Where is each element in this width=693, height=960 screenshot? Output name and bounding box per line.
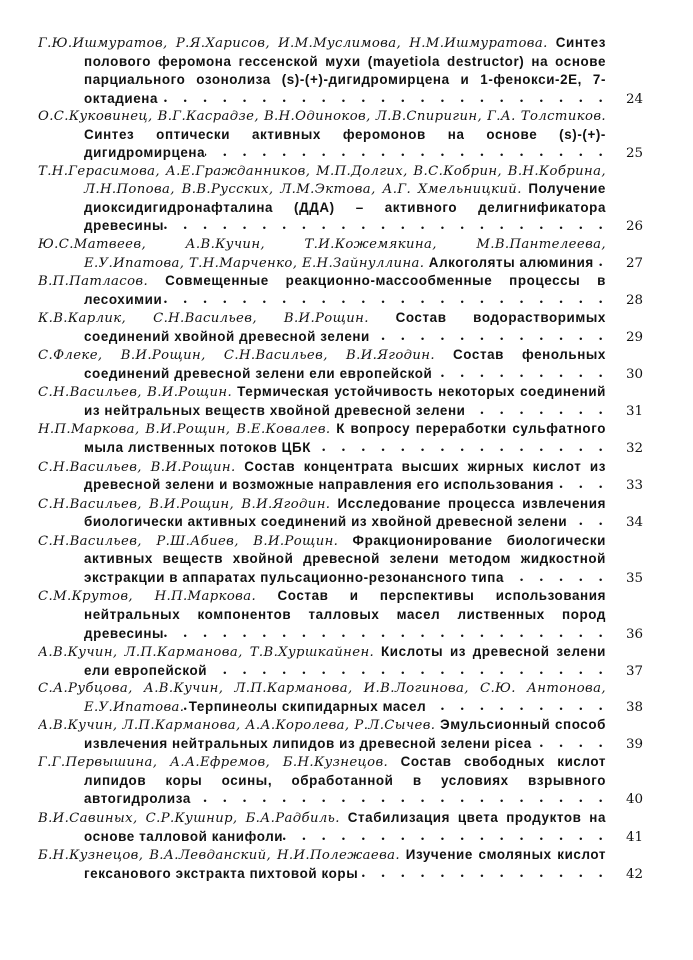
entry-title: Терпинеолы скипидарных масел [188,698,427,714]
entry-title: К вопросу переработки сульфатного мыла лиственных потоков ЦБК [84,421,606,456]
entry-title: Получение диоксидигидронафталина (ДДА) – активного делигнификатора древесины [84,181,606,234]
entry-page-number: 28 [625,292,643,308]
entry-authors: А.В.Кучин, Л.П.Карманова, А.А.Королева, Р.Л.Сычев. [38,718,436,734]
table-of-contents [38,34,653,883]
entry-title: Состав концентрата высших жирных кислот из древесной зелени и возможные направления его использования [84,458,606,493]
entry-page-number: 41 [625,829,643,845]
toc-entry [38,34,653,108]
entry-text [38,272,606,309]
entry-page-number: 26 [625,219,643,235]
toc-entry [38,680,653,716]
entry-page-number: 34 [625,515,643,531]
entry-page-number: 37 [625,663,643,679]
entry-title: Состав и перспективы использования нейтральных компонентов талловых масел лиственных пород древесины [84,588,606,641]
entry-title: Исследование процесса извлечения биологически активных соединений из хвойной древесной зелени [84,495,606,530]
entry-title: Изучение смоляных кислот гексанового экстракта пихтовой коры [84,847,606,881]
entry-title: Синтез полового феромона гессенской мухи (mayetiola destructor) на основе парциального озонолиза (s)-(+)-дигидромирцена и 1-фенокси-2Е, 7-октадиена [84,35,606,106]
entry-text [38,309,606,346]
entry-text [38,680,606,716]
entry-page-number: 30 [625,366,643,382]
toc-entry [38,383,653,420]
entry-title: Синтез оптически активных феромонов на основе (s)-(+)-дигидромирцена [84,126,606,161]
toc-entry [38,846,653,883]
entry-text [38,108,606,163]
entry-title: Эмульсионный способ извлечения нейтральных липидов из древесной зелени picea [84,717,606,751]
toc-entry [38,236,653,272]
toc-entry [38,716,653,753]
toc-entry [38,108,653,163]
entry-authors: С.Н.Васильев, В.И.Рощин. [38,385,233,401]
entry-text [38,34,606,108]
entry-page-number: 33 [625,478,643,494]
entry-page-number: 40 [625,792,643,808]
toc-entry [38,532,653,588]
toc-entry [38,587,653,643]
entry-text [38,716,606,753]
entry-page-number: 36 [625,626,643,642]
entry-authors: А.В.Кучин, Л.П.Карманова, Т.В.Хуршкайнен. [38,645,375,661]
entry-text [38,495,606,532]
entry-text [38,346,606,383]
entry-authors: В.И.Савиных, С.Р.Кушнир, Б.А.Радбиль. [38,810,340,826]
entry-text [38,458,606,495]
entry-authors: Б.Н.Кузнецов, В.А.Левданский, Н.И.Полежаева. [38,848,401,864]
entry-page-number: 27 [625,255,643,271]
toc-entry [38,753,653,809]
toc-entry [38,495,653,532]
toc-entry [38,420,653,457]
entry-text [38,163,606,236]
toc-entry [38,272,653,309]
entry-text [38,753,606,809]
entry-text [38,643,606,680]
toc-entry [38,458,653,495]
entry-page-number: 39 [625,736,643,752]
entry-title: Состав свободных кислот липидов коры осины, обработанной в условиях взрывного автогидролиза [84,754,606,807]
toc-entry [38,346,653,383]
entry-authors: С.Флеке, В.И.Рощин, С.Н.Васильев, В.И.Ягодин. [38,348,435,364]
entry-page-number: 25 [625,146,643,162]
entry-text [38,587,606,643]
entry-authors: Т.Н.Герасимова, А.Е.Гражданников, М.П.Долгих, В.С.Кобрин, В.Н.Кобрина, Л.Н.Попова, В.В.Русских, Л.М.Эктова, А.Г. Хмельницкий. [38,163,606,198]
entry-authors: Н.П.Маркова, В.И.Рощин, В.Е.Ковалев. [38,422,331,438]
entry-authors: С.Н.Васильев, В.И.Рощин, В.И.Ягодин. [38,496,331,512]
entry-authors: С.М.Крутов, Н.П.Маркова. [38,589,257,605]
toc-entry [38,309,653,346]
entry-page-number: 32 [625,441,643,457]
entry-text [38,383,606,420]
entry-text [38,846,606,883]
entry-text [38,532,606,588]
entry-title: Термическая устойчивость некоторых соединений из нейтральных веществ хвойной древесной зелени [84,384,606,418]
entry-page-number: 31 [625,403,643,419]
entry-title: Стабилизация цвета продуктов на основе талловой канифоли [84,809,606,844]
entry-authors: Г.Ю.Ишмуратов, Р.Я.Харисов, И.М.Муслимова, Н.М.Ишмуратова. [38,36,548,51]
entry-title: Кислоты из древесной зелени ели европейской [84,644,606,678]
entry-title: Фракционирование биологически активных веществ хвойной древесной зелени методом жидкостной экстракции в аппаратах пульсационно-резонансного типа [84,532,606,585]
entry-authors: С.Н.Васильев, Р.Ш.Абиев, В.И.Рощин. [38,533,339,549]
entry-authors: Ю.С.Матвеев, А.В.Кучин, Т.И.Кожемякина, М.В.Пантелеева, Е.У.Ипатова, Т.Н.Марченко, Е.Н.Зайнуллина. [38,237,606,271]
entry-text [38,420,606,457]
toc-entry [38,809,653,846]
entry-page-number: 24 [625,91,643,107]
entry-title: Состав водорастворимых соединений хвойной древесной зелени [84,310,606,344]
entry-page-number: 38 [625,699,643,715]
entry-text [38,236,606,272]
toc-entry [38,643,653,680]
entry-title: Состав фенольных соединений древесной зелени ели европейской [84,347,606,381]
entry-text [38,809,606,846]
entry-title: Совмещенные реакционно-массообменные процессы в лесохимии [84,273,606,307]
toc-entry [38,163,653,236]
entry-authors: В.П.Патласов. [38,274,149,290]
entry-authors: С.Н.Васильев, В.И.Рощин. [38,459,236,475]
entry-title: Алкоголяты алюминия [428,254,594,270]
entry-authors: О.С.Куковинец, В.Г.Касрадзе, В.Н.Одиноков, Л.В.Спиригин, Г.А. Толстиков. [38,109,606,125]
entry-page-number: 35 [625,570,643,586]
entry-page-number: 42 [625,866,643,882]
entry-authors: Г.Г.Первышина, А.А.Ефремов, Б.Н.Кузнецов. [38,755,389,771]
entry-authors: С.А.Рубцова, А.В.Кучин, Л.П.Карманова, И.В.Логинова, С.Ю. Антонова, Е.У.Ипатова. [38,681,606,715]
entry-page-number: 29 [625,329,643,345]
entry-authors: К.В.Карлик, С.Н.Васильев, В.И.Рощин. [38,311,369,327]
